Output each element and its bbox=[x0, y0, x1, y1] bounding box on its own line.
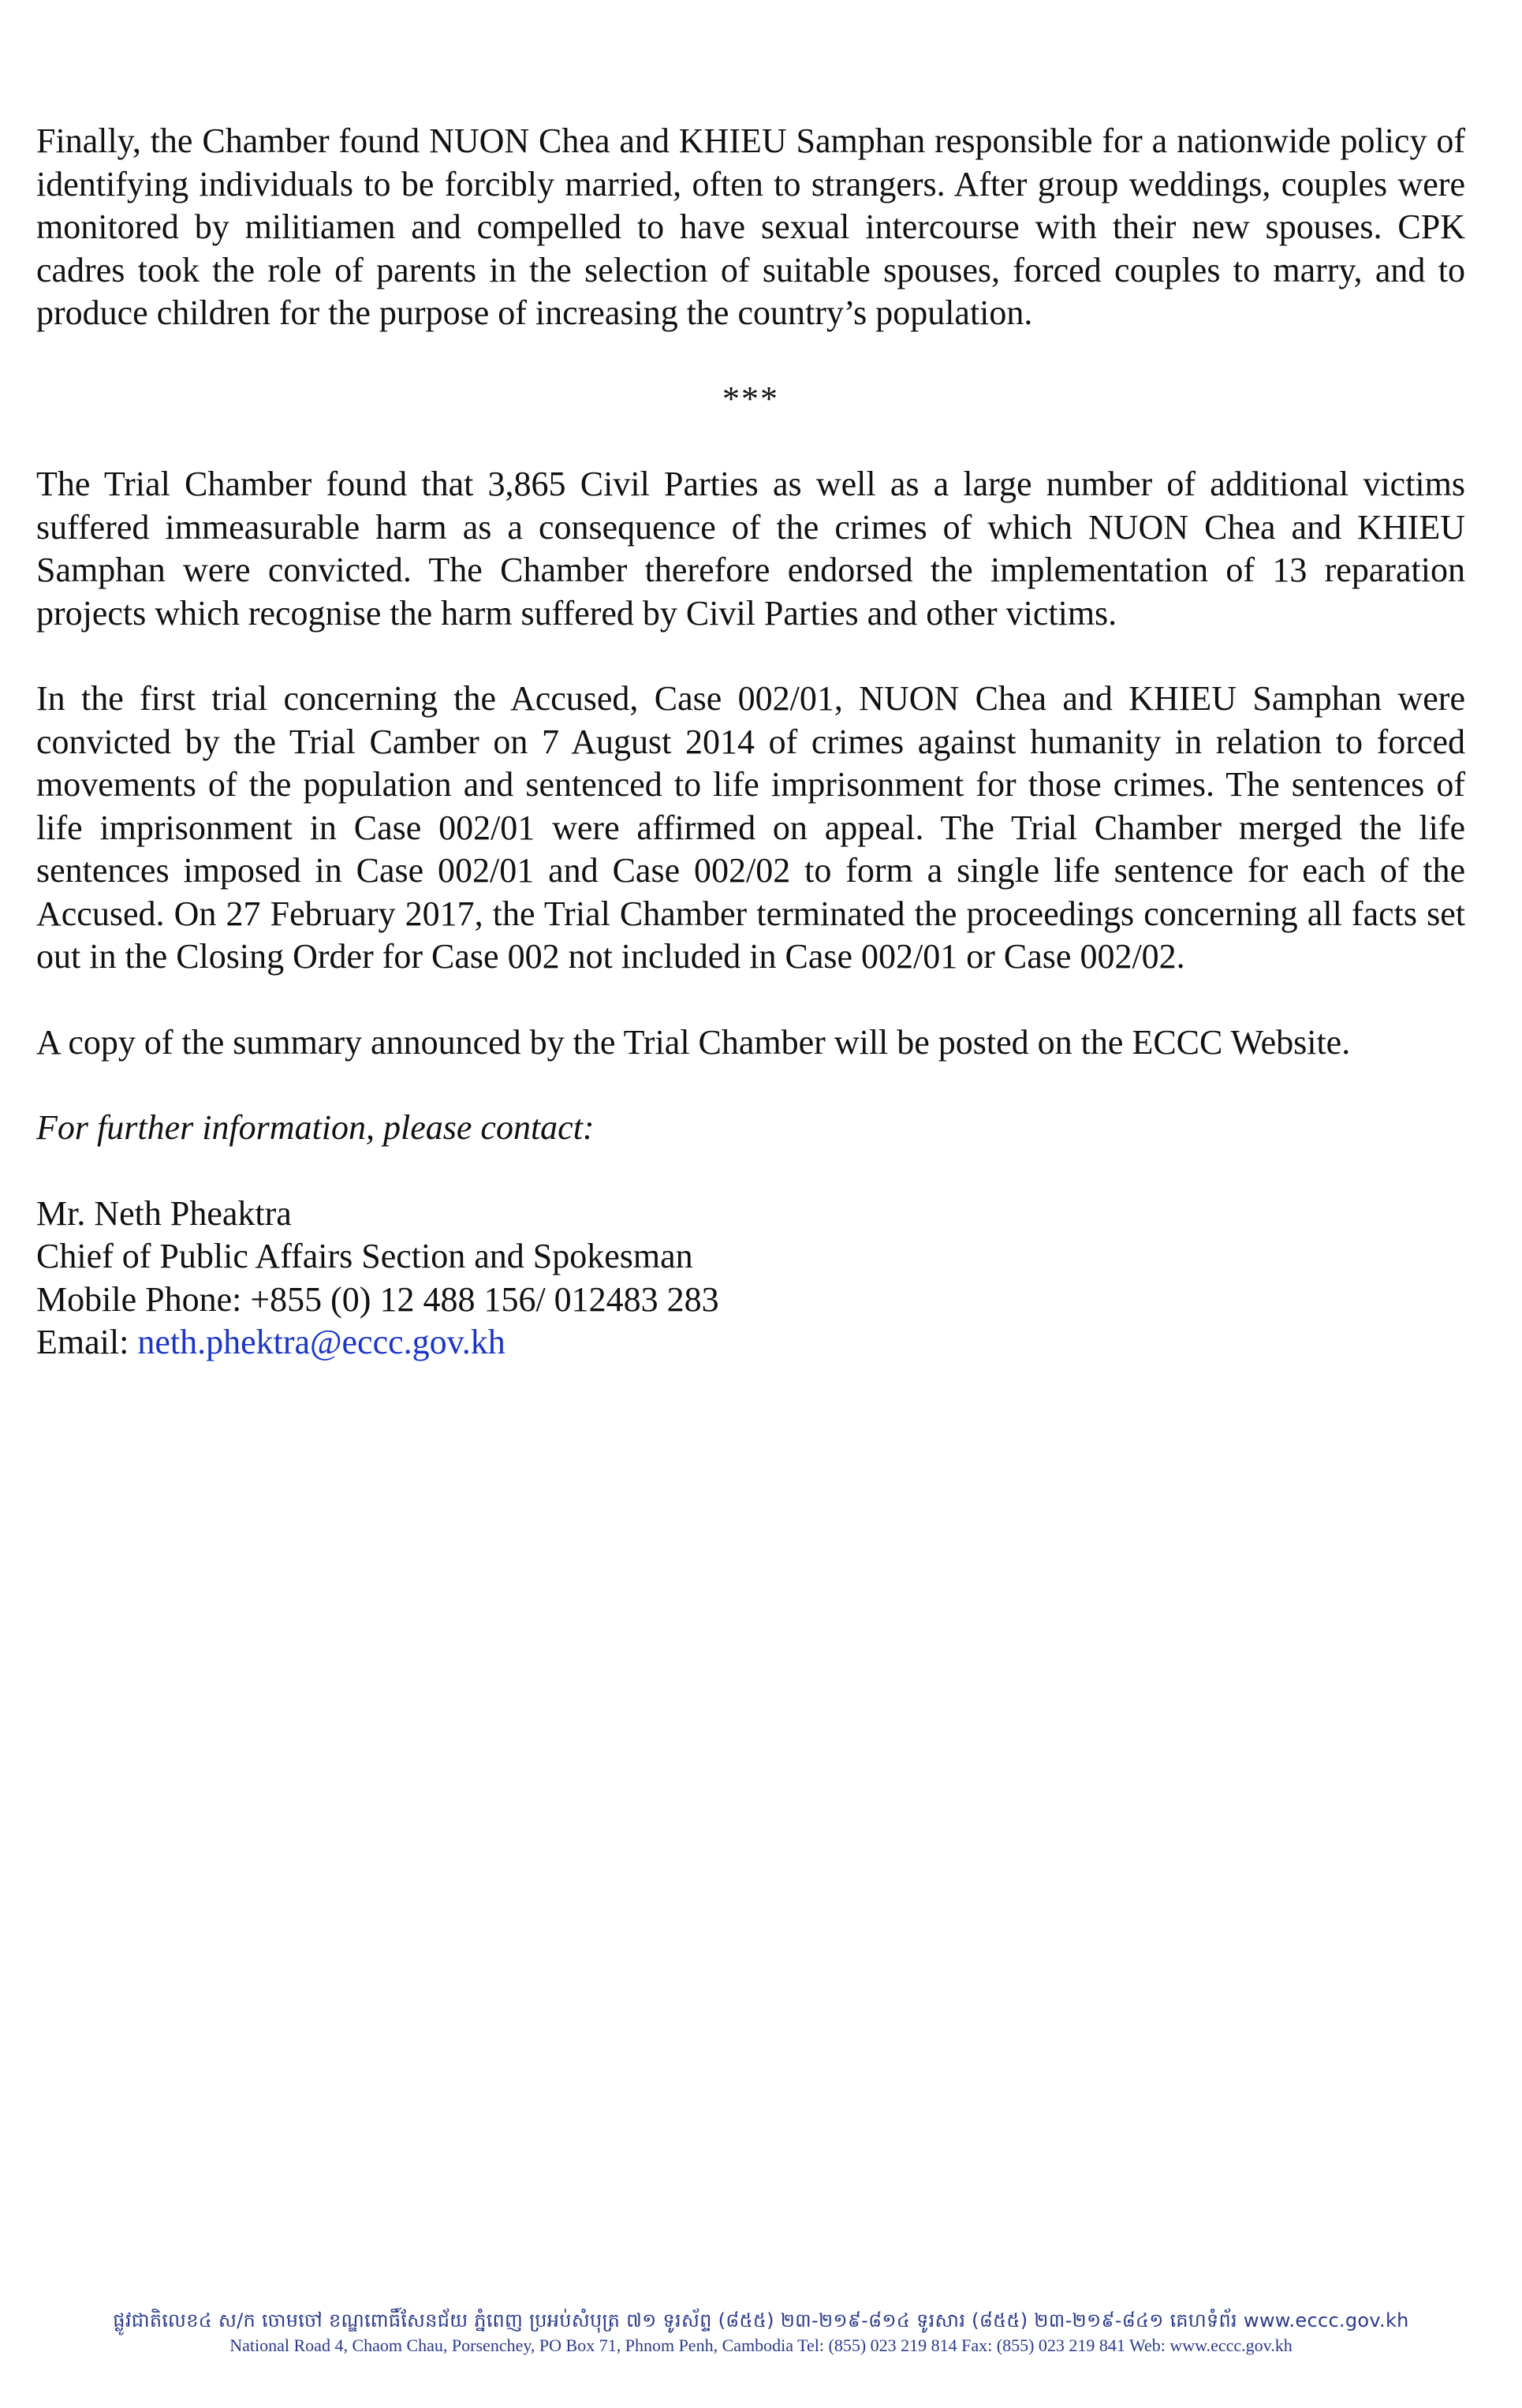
contact-email-line bbox=[36, 1321, 1465, 1365]
paragraph-summary-website: A copy of the summary announced by the Trial Chamber will be posted on the ECCC Website. bbox=[36, 1022, 1351, 1062]
footer-khmer-address: ផ្លូវជាតិលេខ៤ ស/ក ចោមចៅ ខណ្ឌពោធិ៍សែនជ័យ ភ្នំពេញ ប្រអប់សំបុត្រ ៧១ ទូរស័ព្ទ (៨៥៥) ២៣-២១៩-៨១៤ ទូរសារ (៨៥៥) ២៣-២១៩-៨៤១ គេហទំព័រ www.eccc.gov.kh bbox=[113, 2309, 1409, 2331]
contact-title: Chief of Public Affairs Section and Spokesman bbox=[36, 1237, 693, 1275]
spacer bbox=[36, 420, 1465, 463]
contact-name: Mr. Neth Pheaktra bbox=[36, 1193, 292, 1233]
contact-phone: Mobile Phone: +855 (0) 12 488 156/ 012483 283 bbox=[36, 1279, 719, 1319]
contact-intro: For further information, please contact: bbox=[36, 1108, 595, 1147]
document-body bbox=[36, 120, 1465, 1365]
footer-english-address: National Road 4, Chaom Chau, Porsenchey, PO Box 71, Phnom Penh, Cambodia Tel: (855) 023 219 814 Fax: (855) 023 219 841 Web: www.eccc.gov.kh bbox=[229, 2335, 1293, 2355]
spacer bbox=[36, 1150, 1465, 1193]
paragraph-first-trial: In the first trial concerning the Accused, Case 002/01, NUON Chea and KHIEU Samphan were convicted by the Trial Camber on 7 August 2014 of crimes against humanity in relation to forced movements of the population and sentenced to life imprisonment for those crimes. The sentences of life imprisonment in Case 002/01 were affirmed on appeal. The Trial Chamber merged the life sentences imposed in Case 002/01 and Case 002/02 to form a single life sentence for each of the Accused. On 27 February 2017, the Trial Chamber terminated the proceedings concerning all facts set out in the Closing Order for Case 002 not included in Case 002/01 or Case 002/02. bbox=[36, 679, 1465, 976]
letterhead-footer bbox=[0, 2307, 1522, 2358]
spacer bbox=[36, 1064, 1465, 1107]
paragraph-civil-parties: The Trial Chamber found that 3,865 Civil Parties as well as a large number of additional victims suffered immeasurable harm as a consequence of the crimes of which NUON Chea and KHIEU Samphan were convicted. The Chamber therefore endorsed the implementation of 13 reparation projects which recognise the harm suffered by Civil Parties and other victims. bbox=[36, 465, 1465, 633]
spacer bbox=[36, 635, 1465, 678]
spacer bbox=[36, 979, 1465, 1021]
paragraph-forced-marriage: Finally, the Chamber found NUON Chea and KHIEU Samphan responsible for a nationwide policy of identifying individuals to be forcibly married, often to strangers. After group weddings, couples were monitored by militiamen and compelled to have sexual intercourse with their new spouses. CPK cadres took the role of parents in the selection of suitable spouses, forced couples to marry, and to produce children for the purpose of increasing the country’s population. bbox=[36, 121, 1465, 332]
contact-email-link[interactable]: neth.phektra@eccc.gov.kh bbox=[137, 1323, 505, 1361]
contact-email-label: Email: bbox=[36, 1323, 138, 1361]
section-separator: *** bbox=[722, 379, 779, 418]
spacer bbox=[36, 335, 1465, 378]
